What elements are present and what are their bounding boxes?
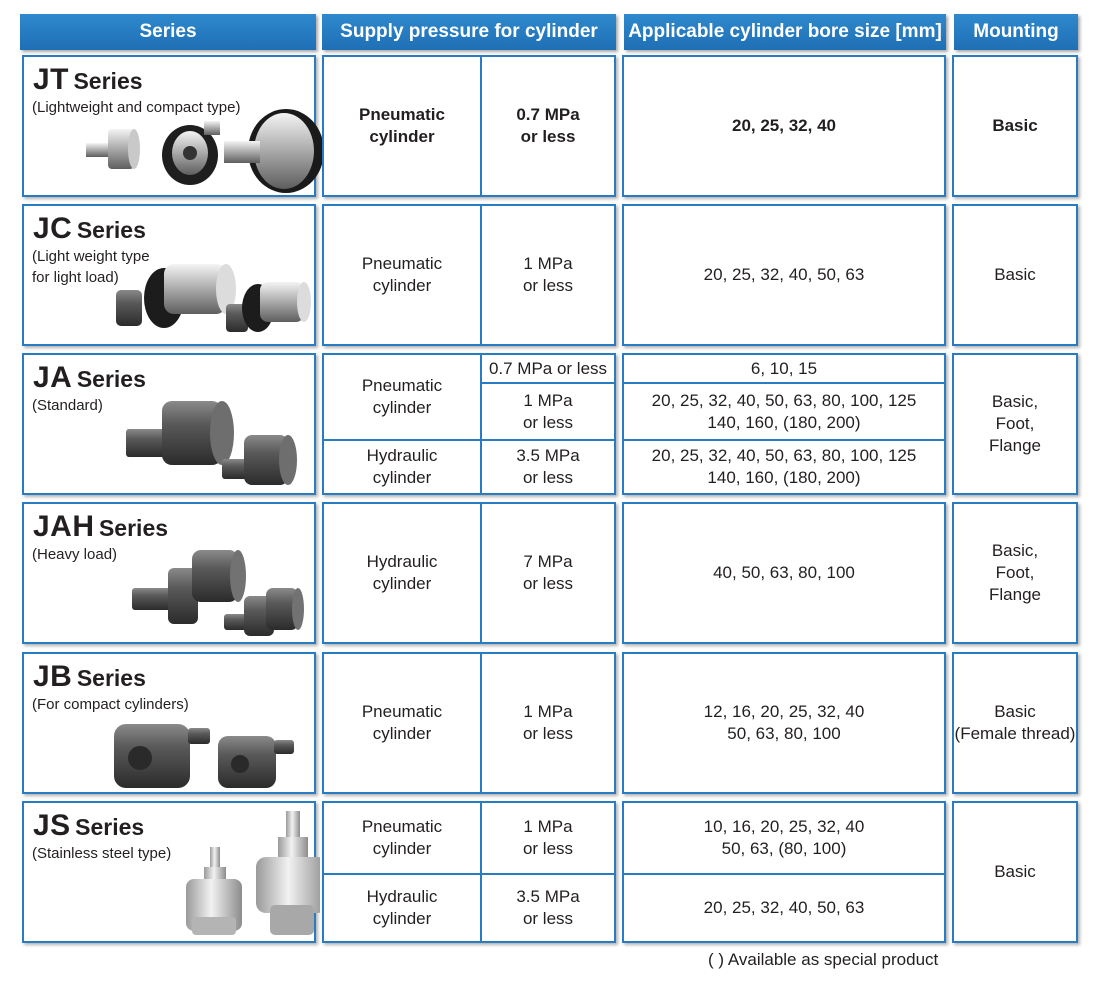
series-cell-jt <box>22 55 316 197</box>
pressure-value: 3.5 MPa or less <box>516 446 580 487</box>
pressure-cell-ja <box>322 353 616 495</box>
bore-sizes: 20, 25, 32, 40 <box>732 116 836 135</box>
cylinder-type: Pneumatic cylinder <box>361 254 443 295</box>
bore-sizes: 40, 50, 63, 80, 100 <box>713 563 855 582</box>
mounting-value: Basic, Foot, Flange <box>989 392 1041 455</box>
pressure-value: 0.7 MPa or less <box>516 105 580 146</box>
cylinder-type-hydraulic: Hydraulic cylinder <box>366 446 438 487</box>
series-cell-jb <box>22 652 316 794</box>
series-cell-ja <box>22 353 316 495</box>
mounting-value: Basic <box>994 265 1036 284</box>
series-title: JAH Series <box>33 510 169 543</box>
bore-sizes: 20, 25, 32, 40, 50, 63, 80, 100, 125 140, 160, (180, 200) <box>651 390 917 432</box>
bore-cell-jb <box>622 652 946 794</box>
footnote: ( ) Available as special product <box>708 950 939 969</box>
mounting-value: Basic <box>992 116 1038 135</box>
series-subtitle: (Standard) <box>32 397 103 414</box>
bore-cell-jc <box>622 204 946 346</box>
series-subtitle: (Stainless steel type) <box>32 845 172 862</box>
cylinder-type-pneumatic: Pneumatic cylinder <box>361 817 443 858</box>
cylinder-type-hydraulic: Hydraulic cylinder <box>366 887 438 928</box>
pressure-value: 7 MPa or less <box>522 552 574 593</box>
mounting-cell-jc <box>952 204 1078 346</box>
pressure-value: 1 MPa or less <box>522 254 574 295</box>
header-supply-pressure: Supply pressure for cylinder <box>322 14 616 50</box>
mounting-cell-jt <box>952 55 1078 197</box>
bore-cell-js <box>622 801 946 943</box>
pressure-value: 1 MPa or less <box>522 817 574 858</box>
pressure-cell-js <box>322 801 616 943</box>
bore-cell-jt <box>622 55 946 197</box>
mounting-value: Basic <box>994 862 1036 881</box>
series-subtitle: (Heavy load) <box>32 546 118 563</box>
bore-sizes: 6, 10, 15 <box>750 358 818 378</box>
series-cell-jc <box>22 204 316 346</box>
series-cell-jah <box>22 502 316 644</box>
series-title: JS Series <box>33 809 145 842</box>
ja-series-product-image <box>122 383 312 493</box>
pressure-cell-jt <box>322 55 616 197</box>
header-mounting: Mounting <box>954 14 1078 50</box>
cylinder-type: Pneumatic cylinder <box>359 105 445 146</box>
series-title: JB Series <box>33 660 146 693</box>
mounting-value: Basic (Female thread) <box>954 702 1076 743</box>
mounting-cell-js <box>952 801 1078 943</box>
bore-sizes: 20, 25, 32, 40, 50, 63 <box>703 898 865 917</box>
series-subtitle: (Light weight type for light load) <box>32 248 150 286</box>
series-title: JC Series <box>33 212 146 245</box>
jc-series-product-image <box>108 244 318 344</box>
bore-sizes: 20, 25, 32, 40, 50, 63 <box>703 265 865 284</box>
jah-series-product-image <box>128 542 318 642</box>
series-title: JA Series <box>33 361 146 394</box>
mounting-cell-jah <box>952 502 1078 644</box>
series-subtitle: (For compact cylinders) <box>32 696 189 713</box>
bore-cell-jah <box>622 502 946 644</box>
cylinder-type-pneumatic: Pneumatic cylinder <box>361 376 443 417</box>
bore-cell-ja <box>622 353 946 495</box>
series-cell-js <box>22 801 316 943</box>
header-bore-size: Applicable cylinder bore size [mm] <box>624 14 946 50</box>
cylinder-type: Pneumatic cylinder <box>361 702 443 743</box>
series-title: JT Series <box>33 63 143 96</box>
bore-sizes: 12, 16, 20, 25, 32, 40 50, 63, 80, 100 <box>703 702 865 743</box>
jb-series-product-image <box>110 714 320 794</box>
bore-sizes: 10, 16, 20, 25, 32, 40 50, 63, (80, 100) <box>703 817 865 858</box>
pressure-value: 1 MPa or less <box>522 390 574 432</box>
jt-series-product-image <box>64 105 324 197</box>
cylinder-type: Hydraulic cylinder <box>366 552 438 593</box>
js-series-product-image <box>170 807 320 941</box>
bore-sizes: 20, 25, 32, 40, 50, 63, 80, 100, 125 140, 160, (180, 200) <box>651 446 917 487</box>
series-subtitle: (Lightweight and compact type) <box>32 99 241 116</box>
mounting-cell-ja <box>952 353 1078 495</box>
pressure-value: 0.7 MPa or less <box>488 358 608 378</box>
pressure-cell-jah <box>322 502 616 644</box>
pressure-value: 3.5 MPa or less <box>516 887 580 928</box>
pressure-cell-jb <box>322 652 616 794</box>
mounting-cell-jb <box>952 652 1078 794</box>
pressure-cell-jc <box>322 204 616 346</box>
pressure-value: 1 MPa or less <box>522 702 574 743</box>
header-series: Series <box>20 14 316 50</box>
mounting-value: Basic, Foot, Flange <box>989 541 1041 604</box>
